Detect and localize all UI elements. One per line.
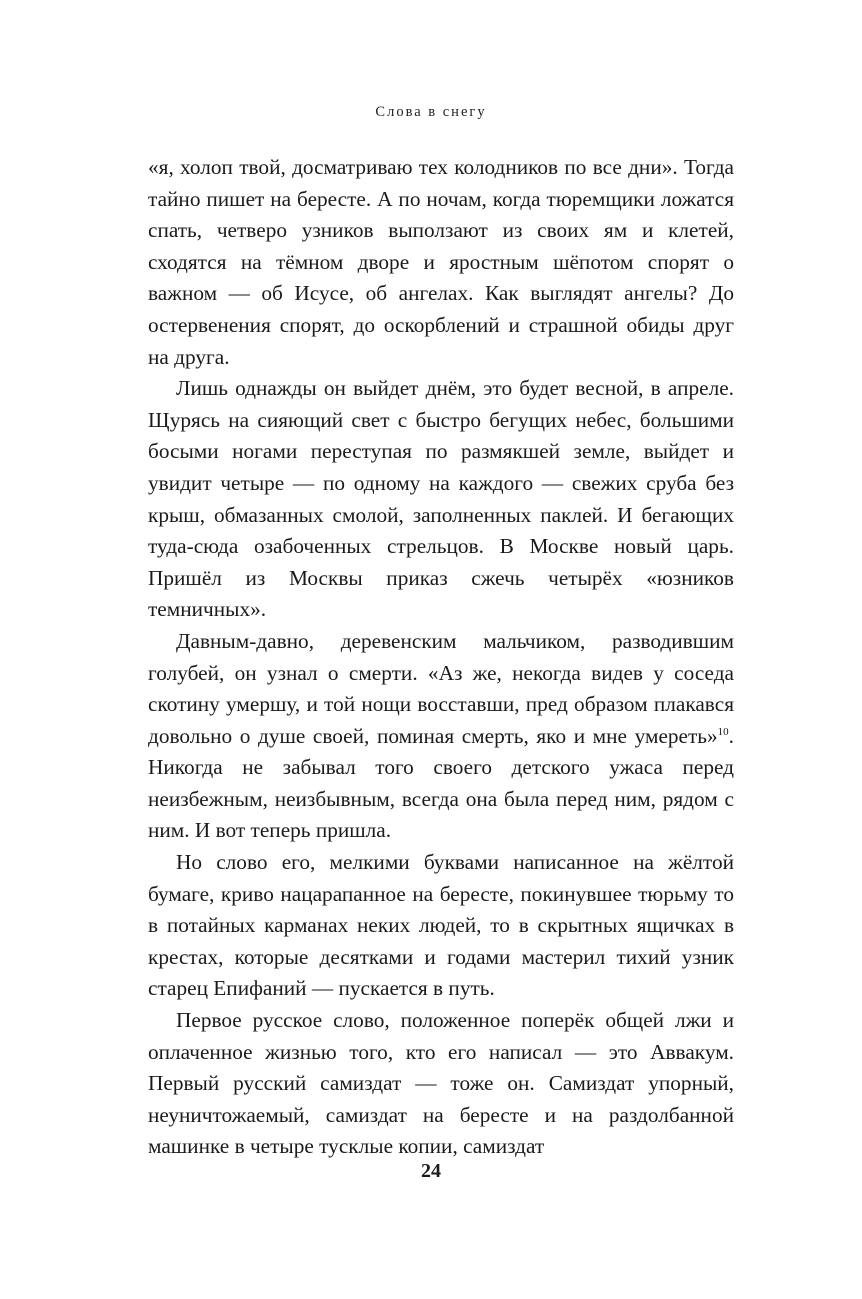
paragraph-4: Но слово его, мелкими буквами написанное на жёлтой бумаге, криво нацарапанное на бересте, покинувшее тюрьму то в потайных карманах неких людей, то в скрытных ящичках в крестах, которые десятками и годами мастерил тихий узник старец Епифаний — пускается в путь. bbox=[148, 850, 734, 1001]
paragraph-5: Первое русское слово, положенное поперёк общей лжи и оплаченное жизнью того, кто его написал — это Аввакум. Первый русский самиздат — тоже он. Самиздат упорный, неуничтожаемый, самиздат на бересте и на раздолбанной машинке в четыре тусклые копии, самиздат bbox=[148, 1008, 734, 1159]
page-number: 24 bbox=[421, 1160, 441, 1182]
paragraph-3 bbox=[148, 626, 734, 847]
footnote-marker[interactable]: 10 bbox=[717, 725, 729, 738]
running-head: Слова в снегу bbox=[375, 104, 487, 120]
paragraph-3-quote: Давным-давно, деревенским мальчиком, разводившим голубей, он узнал о смерти. «Аз же, некогда видев у соседа скотину умершу, и той нощи восставши, пред образом плакався довольно о душе своей, поминая смерть, яко и мне умереть» bbox=[148, 628, 734, 748]
paragraph-2: Лишь однажды он выйдет днём, это будет весной, в апреле. Щурясь на сияющий свет с быстро бегущих небес, большими босыми ногами переступая по размякшей земле, выйдет и увидит четыре — по одному на каждого — свежих сруба без крыш, обмазанных смолой, заполненных паклей. И бегающих туда-сюда озабоченных стрельцов. В Москве новый царь. Пришёл из Москвы приказ сжечь четырёх «юзников темничных». bbox=[148, 376, 734, 622]
body-text bbox=[148, 152, 734, 1163]
paragraph-1: «я, холоп твой, досматриваю тех колодников по все дни». Тогда тайно пишет на бересте. А по ночам, когда тюремщики ложатся спать, четверо узников выползают из своих ям и клетей, сходятся на тёмном дворе и яростным шёпотом спорят о важном — об Исусе, об ангелах. Как выглядят ангелы? До остервенения спорят, до оскорблений и страшной обиды друг на друга. bbox=[148, 155, 734, 369]
paragraph-3-rest: . Никогда не забывал того своего детского ужаса перед неизбежным, неизбывным, всегда она была перед ним, рядом с ним. И вот теперь пришла. bbox=[148, 723, 734, 843]
